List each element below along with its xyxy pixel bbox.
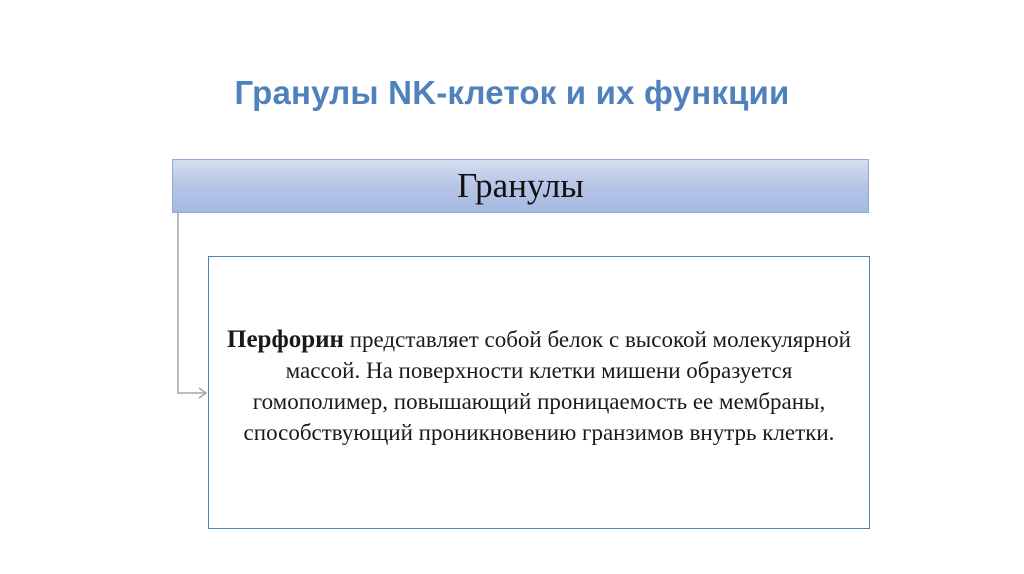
perforin-description-text: представляет собой белок с высокой молекулярной массой. На поверхности клетки мишени образуется гомополимер, повышающий проницаемость ее мембраны, способствующий проникновению гранзимов внутрь клетки. [243,326,851,445]
granules-header-box [172,159,869,213]
perforin-term: Перфорин [227,325,344,353]
perforin-description [219,324,859,448]
perforin-description-box [208,256,870,529]
slide-title: Гранулы NK-клеток и их функции [234,74,790,111]
granules-header-label: Гранулы [457,166,584,205]
